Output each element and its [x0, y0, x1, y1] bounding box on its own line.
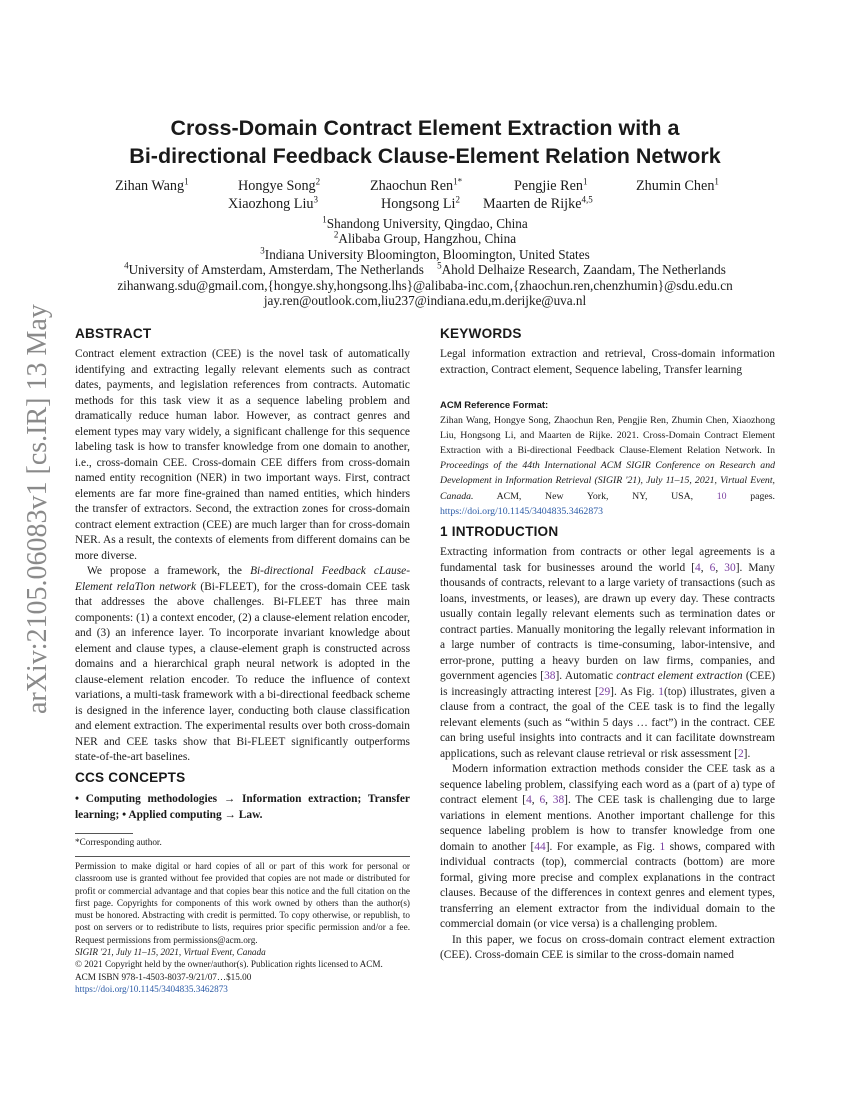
- venue: SIGIR '21, July 11–15, 2021, Virtual Event, Canada: [75, 947, 266, 958]
- introduction-heading: 1 INTRODUCTION: [440, 524, 559, 539]
- isbn: ACM ISBN 978-1-4503-8037-9/21/07…$15.00: [75, 971, 252, 982]
- affiliation: $^2$Alibaba Group, Hangzhou, China: [333, 230, 517, 247]
- authors-row-1: [75, 178, 775, 196]
- authors-block: [75, 178, 775, 214]
- intro-paragraph: Extracting information from contracts or other legal agreements is a fundamental task for businesses around the world [4, 6, 30]. Many thousands of contracts, relevant to a large variety of transactions (such as loans, investments, or leases), are drawn up every day. These contracts usually contain legally relevant elements such as termination dates or contract parties. Manually monitoring the legally relevant information in a large number of contracts is time-consuming, labor-intensive, and error-prone, putting a heavy burden on law firms, companies, and government agencies [38]. Automatic contract element extraction (CEE) is increasingly attracting interest [29]. As Fig. 1(top) illustrates, given a clause from a contract, the goal of the CEE task is to find the legally relevant elements (such as “within 5 days … fact”) in the contract. CEE can bring useful insights into contracts and it can facilitate downstream applications, such as relevant clause retrieval or risk assessment [2].: [440, 546, 775, 760]
- permission-block: [75, 860, 410, 995]
- intro-paragraph: Modern information extraction methods consider the CEE task as a sequence labeling problem, classifying each word as a (part of a) type of contract element [4, 6, 38]. The CEE task is challenging due to large variations in element mentions. Another important challenge for this sequence labeling problem is how to transfer knowledge from one domain to another [44]. For example, as Fig. 1 shows, compared with individual contracts (top), commercial contracts (bottom) are more formal, giving more precise and complex explanations in the contract clauses. Because of the differences in context genres and element types, transferring an element extractor from the individual domain to the commercial domain (or vice versa) is a challenging problem.: [440, 763, 776, 930]
- ccs-heading: CCS CONCEPTS: [75, 770, 186, 785]
- acm-reference: [440, 399, 775, 519]
- author-emails: jay.ren@outlook.com,liu237@indiana.edu,m.derijke@uva.nl: [263, 293, 587, 309]
- author: Hongye Song$^2$: [238, 176, 321, 194]
- author: Pengjie Ren$^1$: [514, 176, 588, 194]
- permission-rule: [75, 856, 410, 857]
- keywords: Legal information extraction and retrieval, Cross-domain information extraction, Contract element, Sequence labeling, Transfer learning: [440, 348, 775, 376]
- footnote: *Corresponding author.: [75, 837, 162, 847]
- author: Xiaozhong Liu$^3$: [228, 194, 318, 212]
- doi-link[interactable]: https://doi.org/10.1145/3404835.3462873: [75, 983, 228, 994]
- arxiv-side-stamp: [6, 296, 62, 716]
- author: Zhumin Chen$^1$: [636, 176, 719, 194]
- arxiv-id: arXiv:2105.06083v1 [cs.IR] 13 May 2021: [22, 296, 53, 714]
- author: Hongsong Li$^2$: [381, 194, 460, 212]
- affiliation: $^4$University of Amsterdam, Amsterdam, The Netherlands $^5$Ahold Delhaize Research, Zaandam, The Netherlands: [124, 260, 726, 278]
- ccs-concepts: • Computing methodologies → Information extraction; Transfer learning; • Applied computing → Law.: [75, 793, 410, 821]
- affiliation: $^3$Indiana University Bloomington, Bloomington, United States: [260, 245, 590, 262]
- author: Zihan Wang$^1$: [115, 176, 189, 194]
- author: Zhaochun Ren$^{1*}$: [370, 176, 463, 194]
- abstract-paragraph: We propose a framework, the Bi-directional Feedback cLause-Element relaTion network (Bi-FLEET), for the cross-domain CEE task that addresses the above challenges. Bi-FLEET has three main components: (1) a context encoder, (2) a clause-element relation encoder, and (3) an inference layer. To incorporate invariant knowledge about element and clause types, a clause-element graph is constructed across domains and a hierarchical graph neural network is adopted in the clause-element relation encoder. To reduce the influence of context variations, a multi-task framework with a bi-directional feedback scheme is designed in the inference layer, conducting both clause classification and element extraction. The experimental results over both cross-domain NER and CEE tasks show that Bi-FLEET significantly outperforms state-of-the-art baselines.: [75, 565, 411, 763]
- title-line-2: Bi-directional Feedback Clause-Element Relation Network: [129, 144, 721, 168]
- acm-reference-heading: ACM Reference Format:: [440, 400, 549, 411]
- title-line-1: Cross-Domain Contract Element Extraction with a: [170, 116, 680, 140]
- affiliations: [60, 216, 790, 308]
- acm-reference-text: Zihan Wang, Hongye Song, Zhaochun Ren, Pengjie Ren, Zhumin Chen, Xiaozhong Liu, Hongsong Li, and Maarten de Rijke. 2021. Cross-Domain Contract Element Extraction with a Bi-directional Feedback Clause-Element Relation Network. In Proceedings of the 44th International ACM SIGIR Conference on Research and Development in Information Retrieval (SIGIR '21), July 11–15, 2021, Virtual Event, Canada. ACM, New York, NY, USA, 10 pages. https://doi.org/10.1145/3404835.3462873: [440, 414, 775, 517]
- paper-title: [75, 114, 775, 170]
- authors-row-2: [75, 196, 775, 214]
- author-emails: zihanwang.sdu@gmail.com,{hongye.shy,hongsong.lhs}@alibaba-inc.com,{zhaochun.ren,chenzhumin}@sdu.edu.cn: [117, 277, 733, 293]
- keywords-heading: KEYWORDS: [440, 326, 522, 341]
- introduction-body: [440, 545, 775, 964]
- footnote-rule: [75, 833, 133, 834]
- abstract-body: [75, 347, 410, 766]
- abstract-heading: ABSTRACT: [75, 326, 152, 341]
- permission-text: Permission to make digital or hard copies of all or part of this work for personal or classroom use is granted without fee provided that copies are not made or distributed for profit or commercial advantage and that copies bear this notice and the full citation on the first page. Copyrights for components of this work owned by others than the author(s) must be honored. Abstracting with credit is permitted. To copy otherwise, or republish, to post on servers or to redistribute to lists, requires prior specific permission and/or a fee. Request permissions from permissions@acm.org.: [75, 861, 410, 945]
- intro-paragraph: In this paper, we focus on cross-domain contract element extraction (CEE). Cross-domain CEE is similar to the cross-domain named: [440, 933, 775, 961]
- abstract-paragraph: Contract element extraction (CEE) is the novel task of automatically identifying and extracting legally relevant elements such as contract dates, payments, and legislation references from contracts. Automatic methods for this task view it as a sequence labeling problem and dramatically reduce human labor. However, as contract genres and element types may vary widely, a significant challenge for this sequence labeling task is how to transfer knowledge from one domain to another, i.e., cross-domain CEE. Cross-domain CEE differs from cross-domain named entity recognition (NER) in two important ways. First, contract elements are far more fine-grained than named entities, which hinders the transfer of extractors. Second, the extraction zones for cross-domain contract element extraction (CEE) are much larger than for cross-domain NER. As a result, the contexts of elements from different domains can be more diverse.: [75, 348, 410, 562]
- affiliation: $^1$Shandong University, Qingdao, China: [322, 214, 528, 231]
- copyright: © 2021 Copyright held by the owner/author(s). Publication rights licensed to ACM.: [75, 959, 383, 970]
- acm-doi-link[interactable]: https://doi.org/10.1145/3404835.3462873: [440, 505, 604, 517]
- author: Maarten de Rijke$^{4,5}$: [483, 194, 593, 212]
